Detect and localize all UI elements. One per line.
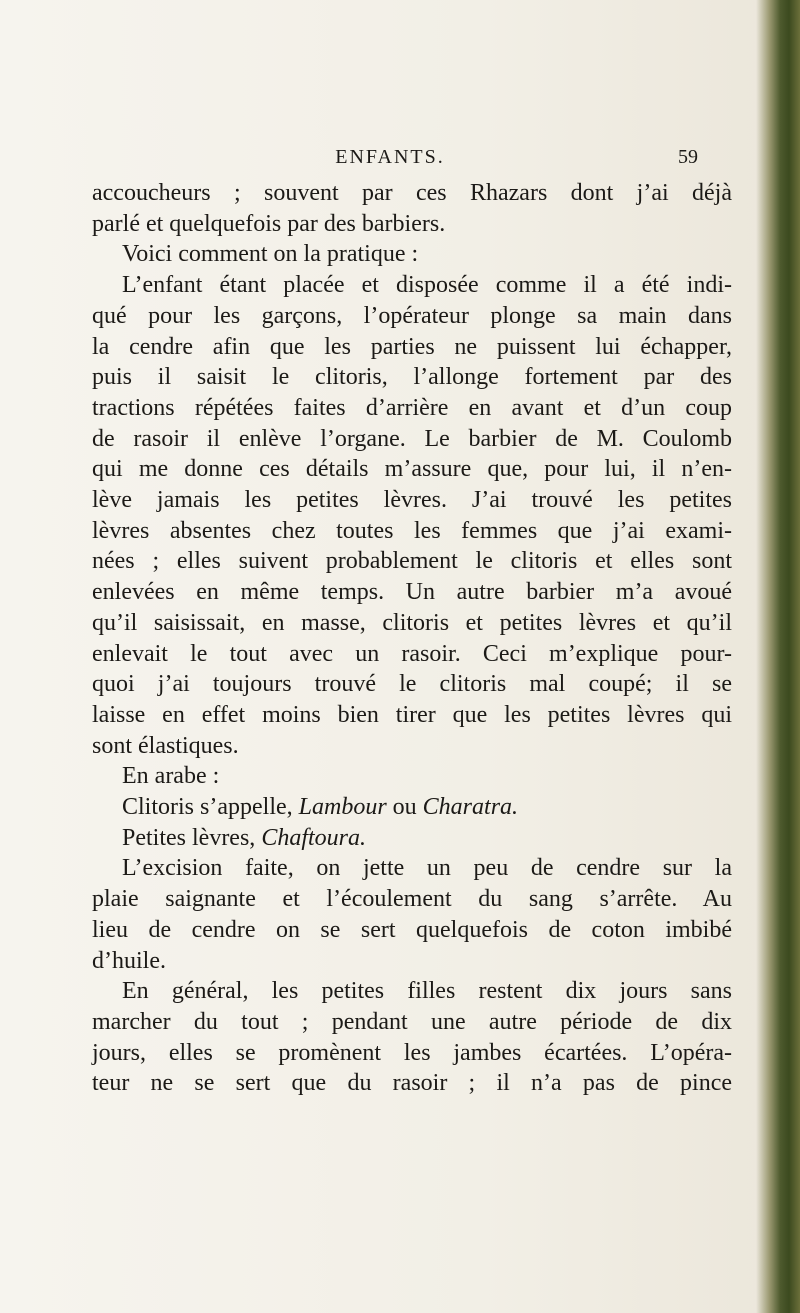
text-line: qué pour les garçons, l’opérateur plonge sa main dans <box>92 302 732 329</box>
text-line <box>92 823 732 854</box>
body-text <box>92 178 732 1099</box>
text-line: lève jamais les petites lèvres. J’ai trouvé les petites <box>92 487 732 514</box>
text-line: enlevait le tout avec un rasoir. Ceci m’explique pour- <box>92 640 732 667</box>
text-line: lieu de cendre on se sert quelquefois de coton imbibé <box>92 916 732 943</box>
text-line: tractions répétées faites d’arrière en avant et d’un coup <box>92 394 732 421</box>
page-edge-shadow <box>756 0 800 1313</box>
italic-term: Lambour <box>298 794 387 821</box>
text-line: laisse en effet moins bien tirer que les petites lèvres qui <box>92 701 732 728</box>
text-line: qu’il saisissait, en masse, clitoris et petites lèvres et qu’il <box>92 609 732 636</box>
text-line: Voici comment on la pratique : <box>122 241 419 268</box>
text-line: enlevées en même temps. Un autre barbier m’a avoué <box>92 579 732 606</box>
text-line: L’excision faite, on jette un peu de cendre sur la <box>122 855 732 882</box>
text-line: lèvres absentes chez toutes les femmes que j’ai exami- <box>92 517 732 544</box>
running-head: ENFANTS. <box>335 146 445 168</box>
text-segment: ou <box>386 794 423 821</box>
page-header <box>60 146 720 170</box>
page-number: 59 <box>678 146 698 168</box>
text-line: En arabe : <box>122 763 220 790</box>
text-line: jours, elles se promènent les jambes écartées. L’opéra- <box>92 1039 732 1066</box>
text-line: parlé et quelquefois par des barbiers. <box>92 210 446 237</box>
text-segment: Clitoris s’appelle, <box>122 794 299 821</box>
text-line <box>92 792 732 823</box>
text-line: quoi j’ai toujours trouvé le clitoris mal coupé; il se <box>92 671 732 698</box>
text-line: d’huile. <box>92 947 166 974</box>
text-line: marcher du tout ; pendant une autre période de dix <box>92 1008 732 1035</box>
italic-term: Charatra. <box>422 794 519 821</box>
text-line: L’enfant étant placée et disposée comme il a été indi- <box>122 272 732 299</box>
text-line: nées ; elles suivent probablement le clitoris et elles sont <box>92 548 732 575</box>
text-segment: Petites lèvres, <box>122 824 262 851</box>
italic-term: Chaftoura. <box>261 824 366 851</box>
text-line: plaie saignante et l’écoulement du sang s’arrête. Au <box>92 886 732 913</box>
text-line: En général, les petites filles restent dix jours sans <box>122 978 732 1005</box>
text-line: la cendre afin que les parties ne puissent lui échapper, <box>92 333 732 360</box>
text-line: teur ne se sert que du rasoir ; il n’a pas de pince <box>92 1070 732 1097</box>
text-line: accoucheurs ; souvent par ces Rhazars dont j’ai déjà <box>92 180 732 206</box>
text-line: qui me donne ces détails m’assure que, pour lui, il n’en- <box>92 456 732 483</box>
text-line: puis il saisit le clitoris, l’allonge fortement par des <box>92 364 732 391</box>
text-line: de rasoir il enlève l’organe. Le barbier de M. Coulomb <box>92 425 732 452</box>
text-line: sont élastiques. <box>92 732 239 759</box>
